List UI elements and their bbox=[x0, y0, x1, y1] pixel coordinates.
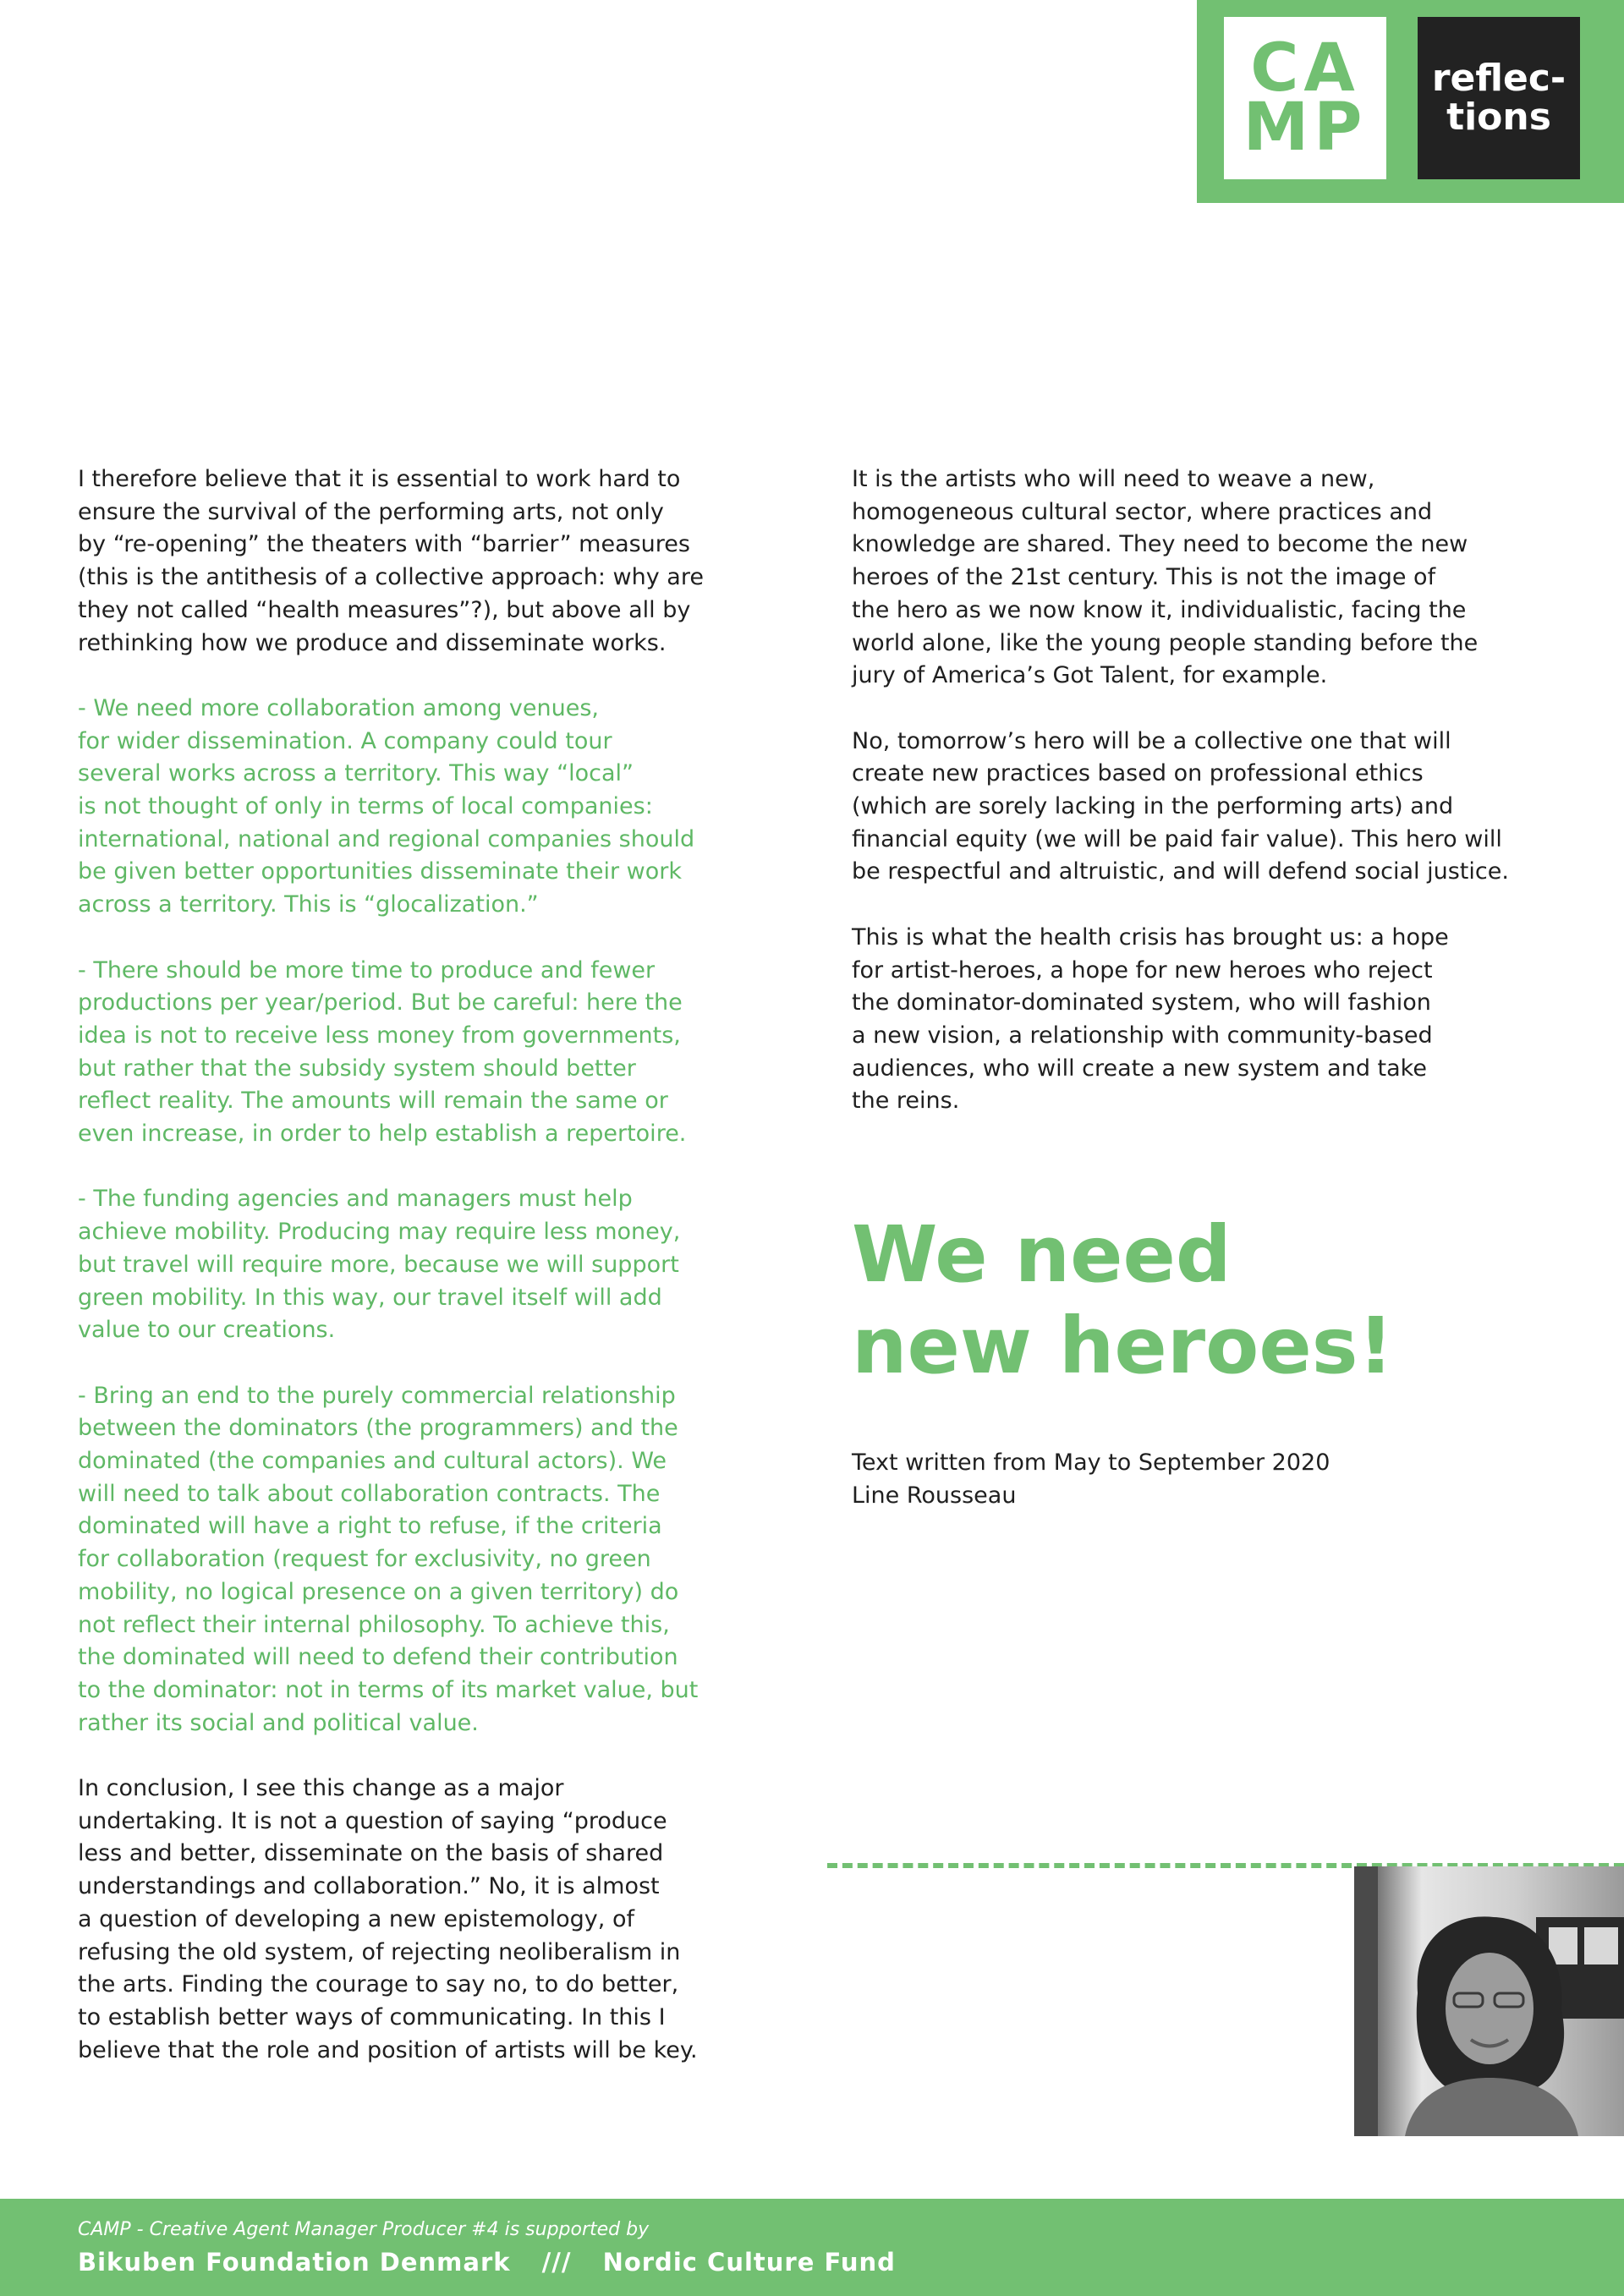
footer-sponsors bbox=[78, 2248, 896, 2277]
reflections-logo-line2: tions bbox=[1446, 96, 1551, 139]
sponsor-nordic-culture-fund: Nordic Culture Fund bbox=[602, 2248, 896, 2277]
right-column bbox=[852, 463, 1571, 1151]
camp-logo-line2: MP bbox=[1243, 90, 1368, 166]
author-credit bbox=[852, 1447, 1330, 1512]
health-crisis-paragraph: This is what the health crisis has brought us: a hope for artist-heroes, a hope for new heroes who reject the dominator-dominated system, who will fashion a new vision, a relationship with community-based audiences, who will create a new system and take the reins. bbox=[852, 923, 1449, 1115]
reflections-logo-line1: reflec- bbox=[1431, 57, 1566, 100]
artists-paragraph: It is the artists who will need to weave a new, homogeneous cultural sector, where practices and knowledge are shared. They need to become the new heroes of the 21st century. This is not the image of the hero as we now know it, individualistic, facing the world alone, like the young people standing before the jury of America’s Got Talent, for example. bbox=[852, 466, 1479, 689]
camp-logo-line1: CA bbox=[1250, 30, 1360, 107]
sponsor-separator: /// bbox=[541, 2248, 572, 2277]
credit-date: Text written from May to September 2020 bbox=[852, 1449, 1330, 1476]
footer-supported-by: CAMP - Creative Agent Manager Producer #4 is supported by bbox=[78, 2219, 650, 2240]
footer bbox=[0, 2199, 1624, 2296]
point-commercial-relationship: - Bring an end to the purely commercial relationship between the dominators (the programmers) and the dominated (the companies and cultural actors). We will need to talk about collaboration contracts. The dominated will have a right to refuse, if the criteria for collaboration (request for exclusivity, no green mobility, no logical presence on a given territory) do not reflect their internal philosophy. To achieve this, the dominated will need to defend their contribution to the dominator: not in terms of its market value, but rather its social and political value. bbox=[78, 1382, 699, 1736]
reflections-logo bbox=[1418, 17, 1580, 179]
author-photo bbox=[1354, 1866, 1624, 2136]
headline bbox=[852, 1209, 1394, 1392]
point-production-time: - There should be more time to produce and fewer productions per year/period. But be careful: here the idea is not to receive less money from governments, but rather that the subsidy system should better reflect reality. The amounts will remain the same or even increase, in order to help establish a repertoire. bbox=[78, 956, 687, 1148]
headline-line2: new heroes! bbox=[852, 1301, 1394, 1391]
collective-hero-paragraph: No, tomorrow’s hero will be a collective one that will create new practices based on professional ethics (which are sorely lacking in the performing arts) and financial equity (we will be paid fair value). This hero will be respectful and altruistic, and will defend social justice. bbox=[852, 727, 1509, 885]
headline-line1: We need bbox=[852, 1209, 1232, 1300]
sponsor-bikuben: Bikuben Foundation Denmark bbox=[78, 2248, 511, 2277]
intro-paragraph: I therefore believe that it is essential to work hard to ensure the survival of the performing arts, not only by “re-opening” the theaters with “barrier” measures (this is the antithesis of a collective approach: why are they not called “health measures”?), but above all by rethinking how we produce and disseminate works. bbox=[78, 466, 704, 656]
camp-logo bbox=[1224, 17, 1386, 179]
conclusion-paragraph: In conclusion, I see this change as a major undertaking. It is not a question of saying “produce less and better, disseminate on the basis of shared understandings and collaboration.” No, it is almost a question of developing a new epistemology, of refusing the old system, of rejecting neoliberalism in the arts. Finding the courage to say no, to do better, to establish better ways of communicating. In this I believe that the role and position of artists will be key. bbox=[78, 1775, 698, 2063]
point-mobility: - The funding agencies and managers must help achieve mobility. Producing may require less money, but travel will require more, because we will support green mobility. In this way, our travel itself will add value to our creations. bbox=[78, 1186, 681, 1344]
credit-author: Line Rousseau bbox=[852, 1482, 1017, 1509]
left-column bbox=[78, 463, 780, 2100]
point-collaboration: - We need more collaboration among venues, for wider dissemination. A company could tour several works across a territory. This way “local” is not thought of only in terms of local companies: international, national and regional companies should be given better opportunities disseminate their work across a territory. This is “glocalization.” bbox=[78, 694, 695, 918]
